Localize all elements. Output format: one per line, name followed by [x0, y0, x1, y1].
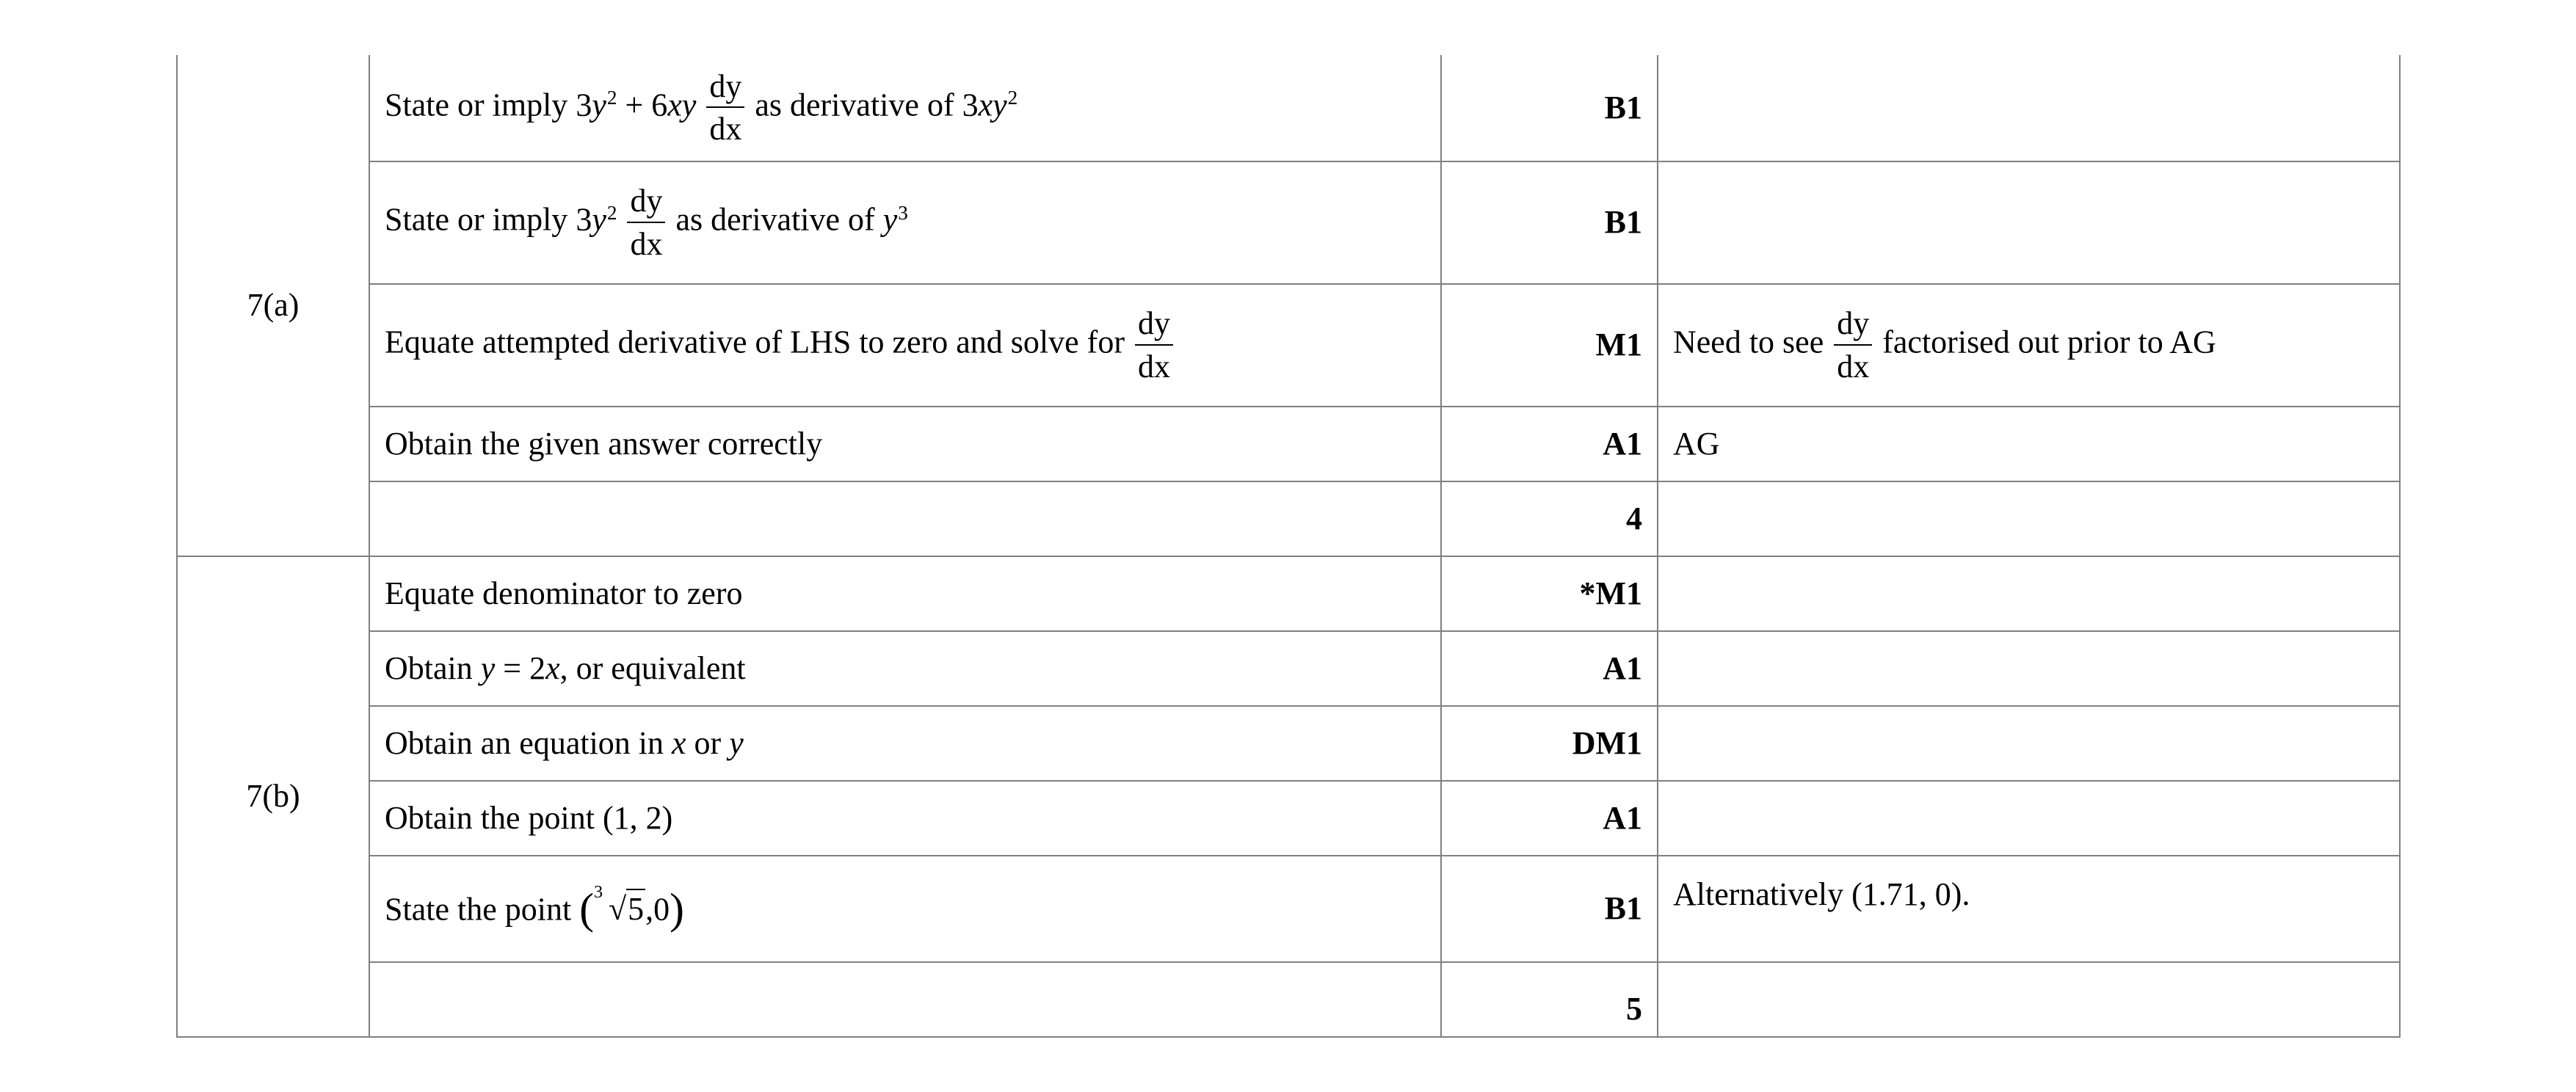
guidance-cell: [1658, 556, 2400, 631]
answer-cell: [369, 161, 1441, 284]
mark-cell: M1: [1441, 284, 1658, 407]
paren-open: (: [579, 884, 594, 933]
mark-cell: B1: [1441, 856, 1658, 962]
table-row: [177, 161, 2400, 284]
mark-cell: *M1: [1441, 556, 1658, 631]
answer-cell: [369, 284, 1441, 407]
answer-cell: [369, 856, 1441, 962]
guidance-cell: [1658, 781, 2400, 856]
mark-cell: A1: [1441, 781, 1658, 856]
table-row: [177, 556, 2400, 631]
total-mark-cell: 4: [1441, 481, 1658, 556]
table-row-total: [177, 962, 2400, 1037]
answer-text: as derivative of: [755, 87, 962, 123]
guidance-cell: AG: [1658, 407, 2400, 481]
fraction-numerator: dy: [706, 70, 744, 108]
fraction-denominator: dx: [1137, 348, 1170, 385]
table-row: [177, 55, 2400, 161]
answer-cell: [369, 706, 1441, 781]
math-var: y: [480, 649, 496, 686]
answer-cell: [369, 962, 1441, 1037]
answer-cell: [369, 481, 1441, 556]
fraction-numerator: dy: [627, 184, 665, 222]
dy-dx-fraction: [1135, 307, 1173, 383]
table-row: [177, 631, 2400, 706]
guidance-cell: [1658, 481, 2400, 556]
mark-cell: A1: [1441, 631, 1658, 706]
mark-cell: B1: [1441, 55, 1658, 161]
answer-cell: Obtain the given answer correctly: [369, 407, 1441, 481]
answer-text: Obtain an equation in: [385, 724, 672, 761]
question-number-7a: 7(a): [177, 55, 369, 556]
math-var: y: [729, 724, 744, 761]
math-exponent: 3: [898, 201, 908, 224]
math-text: ,0: [645, 891, 670, 928]
math-var: x: [545, 649, 560, 686]
fraction-numerator: dy: [1834, 307, 1872, 345]
paren-close: ): [670, 884, 684, 933]
dy-dx-fraction: [627, 184, 665, 261]
guidance-cell: [1658, 55, 2400, 161]
table-row: [177, 856, 2400, 962]
mark-cell: DM1: [1441, 706, 1658, 781]
math-coef: 3: [962, 87, 979, 123]
dy-dx-fraction: [1834, 307, 1872, 383]
math-coef: 3: [576, 87, 592, 123]
mark-scheme-sheet: [176, 55, 2399, 1035]
math-var: xy: [978, 87, 1007, 123]
math-exponent: 2: [606, 87, 617, 109]
answer-cell: Obtain the point (1, 2): [369, 781, 1441, 856]
answer-cell: [369, 631, 1441, 706]
guidance-text: Need to see: [1673, 324, 1824, 360]
math-coef: 3: [576, 201, 592, 238]
guidance-cell: [1658, 962, 2400, 1037]
guidance-cell: [1658, 161, 2400, 284]
question-number-7b: 7(b): [177, 556, 369, 1037]
total-mark-cell: 5: [1441, 962, 1658, 1037]
guidance-cell: Alternatively (1.71, 0).: [1658, 856, 2400, 962]
root-index: 3: [593, 882, 603, 903]
radical-sign: √: [608, 891, 627, 928]
guidance-cell: [1658, 631, 2400, 706]
answer-text: as derivative of: [675, 201, 883, 238]
answer-text: State the point: [385, 891, 580, 928]
table-row: [177, 706, 2400, 781]
answer-text: Obtain: [385, 649, 481, 686]
fraction-denominator: dx: [630, 225, 663, 262]
math-var: y: [882, 201, 898, 238]
answer-text: Equate attempted derivative of LHS to zero and solve for: [385, 324, 1125, 360]
guidance-cell: [1658, 284, 2400, 407]
math-var: x: [672, 724, 686, 761]
fraction-denominator: dx: [709, 111, 742, 147]
math-exponent: 2: [606, 201, 617, 224]
fraction-denominator: dx: [1837, 348, 1870, 385]
math-op: + 6: [617, 87, 668, 123]
answer-text: , or equivalent: [559, 649, 746, 686]
math-var: y: [592, 87, 606, 123]
answer-text: State or imply: [385, 87, 576, 123]
table-row: [177, 407, 2400, 481]
math-op: = 2: [495, 649, 546, 686]
table-row: [177, 284, 2400, 407]
mark-cell: A1: [1441, 407, 1658, 481]
math-var: xy: [667, 87, 697, 123]
cube-root: [593, 882, 645, 929]
guidance-text: factorised out prior to AG: [1882, 324, 2216, 360]
fraction-numerator: dy: [1135, 307, 1173, 345]
table-row: [177, 781, 2400, 856]
mark-scheme-table: [176, 55, 2401, 1038]
mark-cell: B1: [1441, 161, 1658, 284]
answer-text: State or imply: [385, 201, 576, 238]
answer-cell: Equate denominator to zero: [369, 556, 1441, 631]
answer-text: or: [686, 724, 730, 761]
dy-dx-fraction: [706, 70, 744, 146]
math-exponent: 2: [1007, 87, 1018, 109]
guidance-cell: [1658, 706, 2400, 781]
table-row-total: [177, 481, 2400, 556]
answer-cell: [369, 55, 1441, 161]
radicand: 5: [626, 889, 645, 929]
math-var: y: [592, 201, 606, 238]
